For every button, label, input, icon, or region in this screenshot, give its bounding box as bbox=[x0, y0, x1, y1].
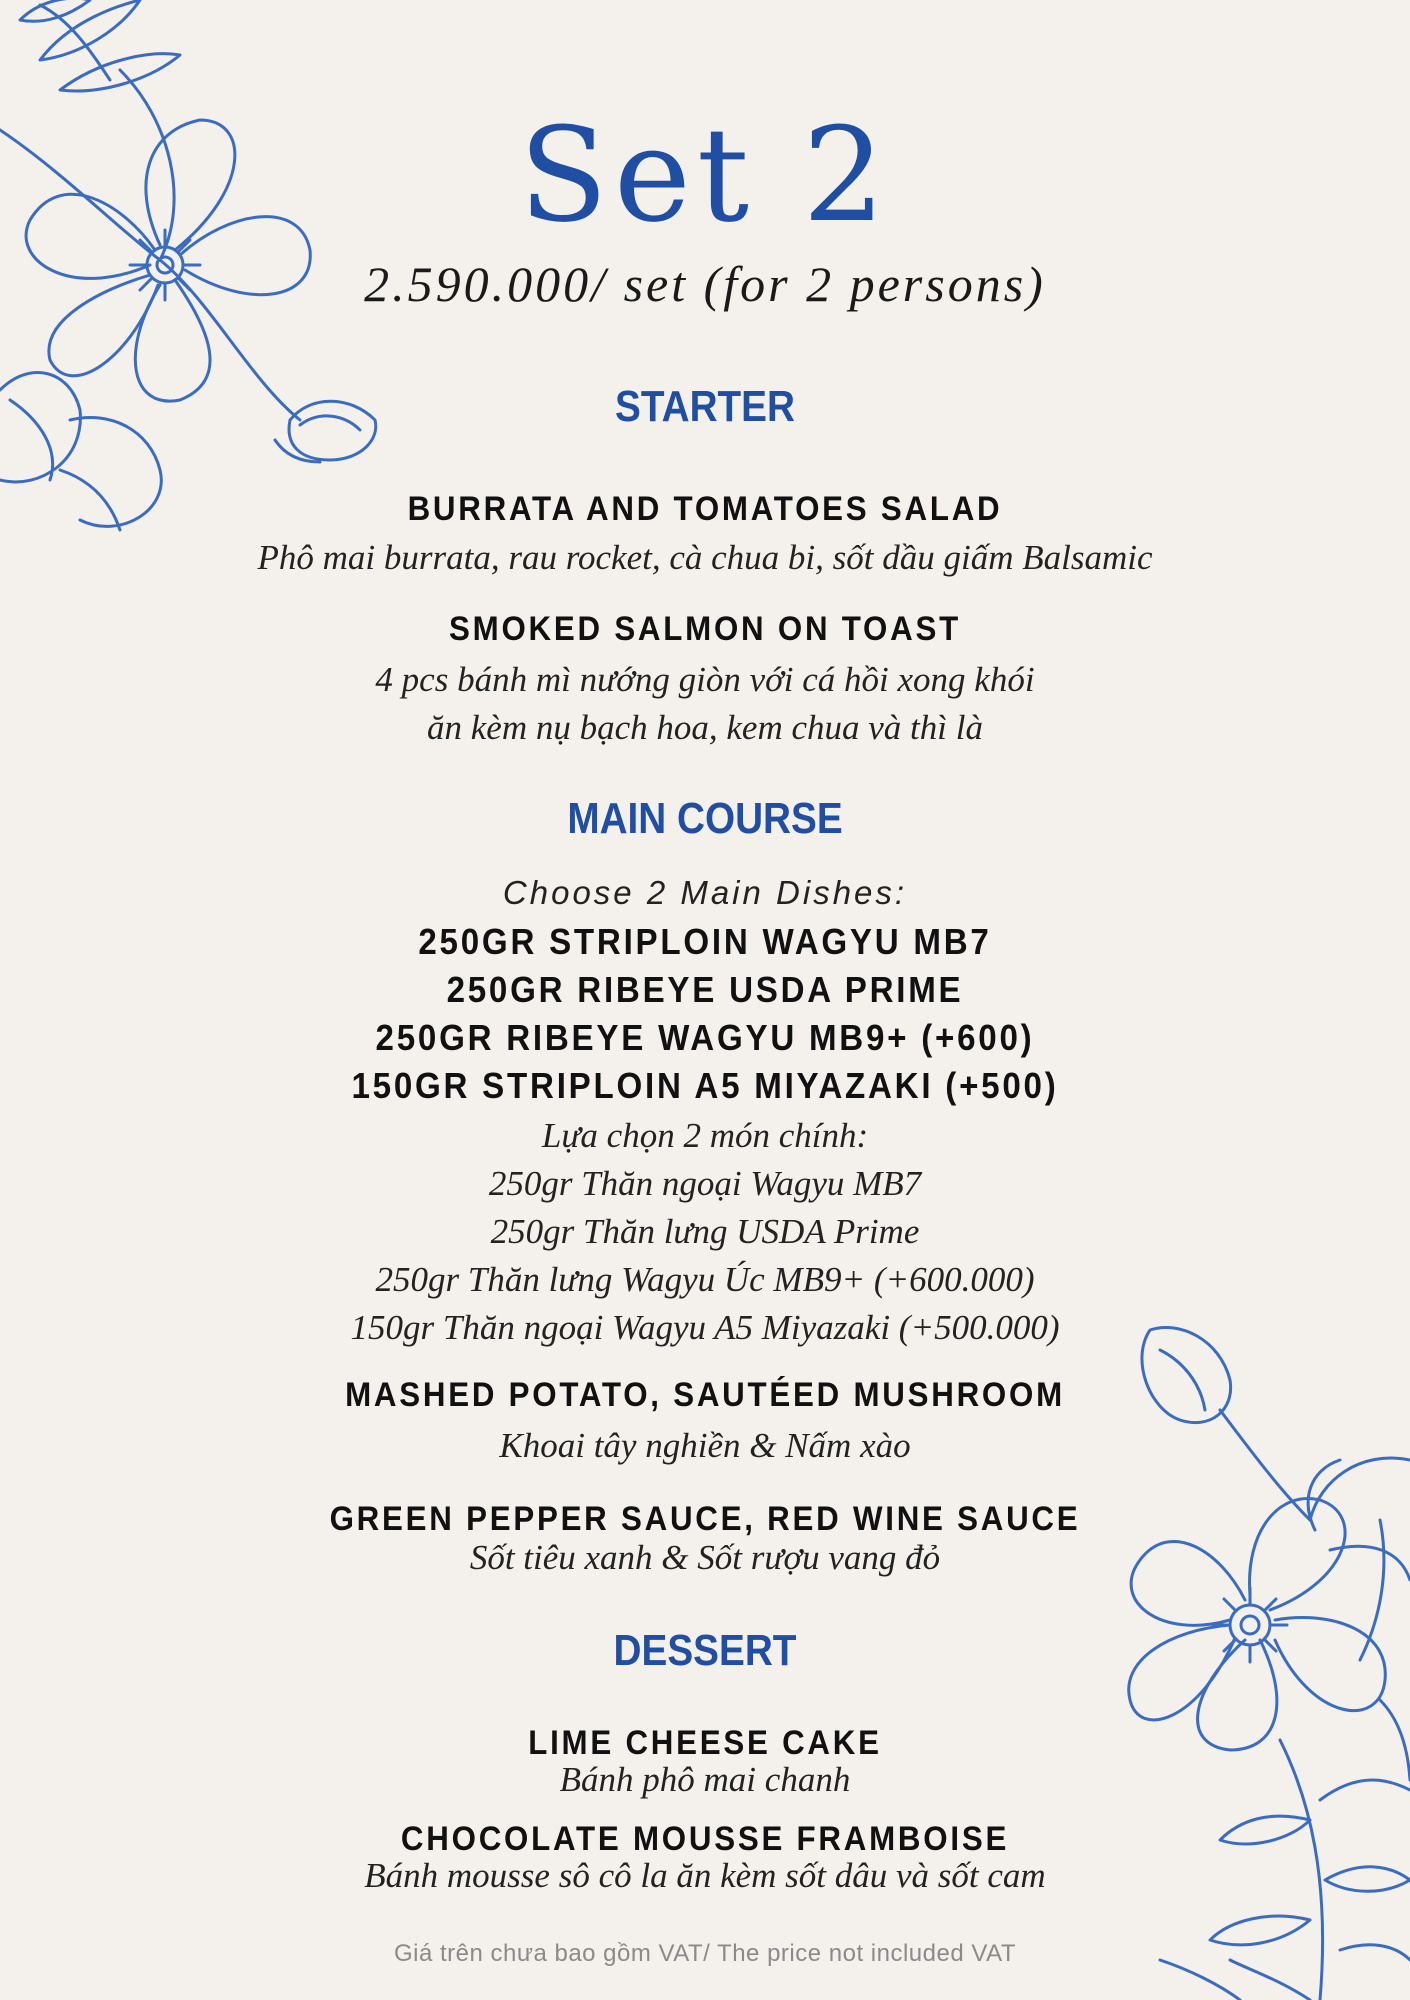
starter-item-2-desc-line-1: 4 pcs bánh mì nướng giòn với cá hồi xong khói bbox=[375, 660, 1035, 699]
starter-item-2-desc-line-2: ăn kèm nụ bạch hoa, kem chua và thì là bbox=[427, 708, 983, 747]
main-course-heading: MAIN COURSE bbox=[567, 794, 843, 843]
starter-item-1-name: BURRATA AND TOMATOES SALAD bbox=[407, 490, 1003, 528]
main-option-4: 150GR STRIPLOIN A5 MIYAZAKI (+500) bbox=[351, 1065, 1059, 1106]
main-side-1-name: MASHED POTATO, SAUTÉED MUSHROOM bbox=[345, 1376, 1065, 1414]
starter-item-2-name: SMOKED SALMON ON TOAST bbox=[449, 610, 961, 648]
dessert-item-2-name: CHOCOLATE MOUSSE FRAMBOISE bbox=[400, 1820, 1010, 1858]
main-choose-label: Choose 2 Main Dishes: bbox=[502, 874, 908, 911]
main-option-3: 250GR RIBEYE WAGYU MB9+ (+600) bbox=[375, 1017, 1035, 1058]
main-option-vn-4: 150gr Thăn ngoại Wagyu A5 Miyazaki (+500.000) bbox=[350, 1308, 1060, 1347]
starter-item-1-desc: Phô mai burrata, rau rocket, cà chua bi, sốt dầu giấm Balsamic bbox=[257, 538, 1153, 577]
main-option-vn-3: 250gr Thăn lưng Wagyu Úc MB9+ (+600.000) bbox=[375, 1260, 1035, 1299]
starter-heading: STARTER bbox=[615, 382, 795, 431]
main-side-1-desc: Khoai tây nghiền & Nấm xào bbox=[499, 1426, 911, 1465]
main-side-2-desc: Sốt tiêu xanh & Sốt rượu vang đỏ bbox=[469, 1538, 941, 1577]
dessert-item-1-desc: Bánh phô mai chanh bbox=[559, 1760, 851, 1799]
main-option-2: 250GR RIBEYE USDA PRIME bbox=[446, 969, 964, 1010]
vat-note: Giá trên chưa bao gồm VAT/ The price not included VAT bbox=[394, 1940, 1016, 1967]
main-option-vn-2: 250gr Thăn lưng USDA Prime bbox=[490, 1212, 920, 1251]
main-option-1: 250GR STRIPLOIN WAGYU MB7 bbox=[418, 921, 992, 962]
main-side-2-name: GREEN PEPPER SAUCE, RED WINE SAUCE bbox=[329, 1500, 1081, 1538]
dessert-item-1-name: LIME CHEESE CAKE bbox=[528, 1724, 882, 1762]
dessert-heading: DESSERT bbox=[613, 1626, 797, 1675]
main-option-vn-1: 250gr Thăn ngoại Wagyu MB7 bbox=[488, 1164, 922, 1203]
set-price: 2.590.000/ set (for 2 persons) bbox=[364, 256, 1046, 312]
main-options-vn-heading: Lựa chọn 2 món chính: bbox=[541, 1116, 869, 1155]
dessert-item-2-desc: Bánh mousse sô cô la ăn kèm sốt dâu và sốt cam bbox=[364, 1856, 1046, 1895]
set-title: Set 2 bbox=[518, 99, 892, 251]
